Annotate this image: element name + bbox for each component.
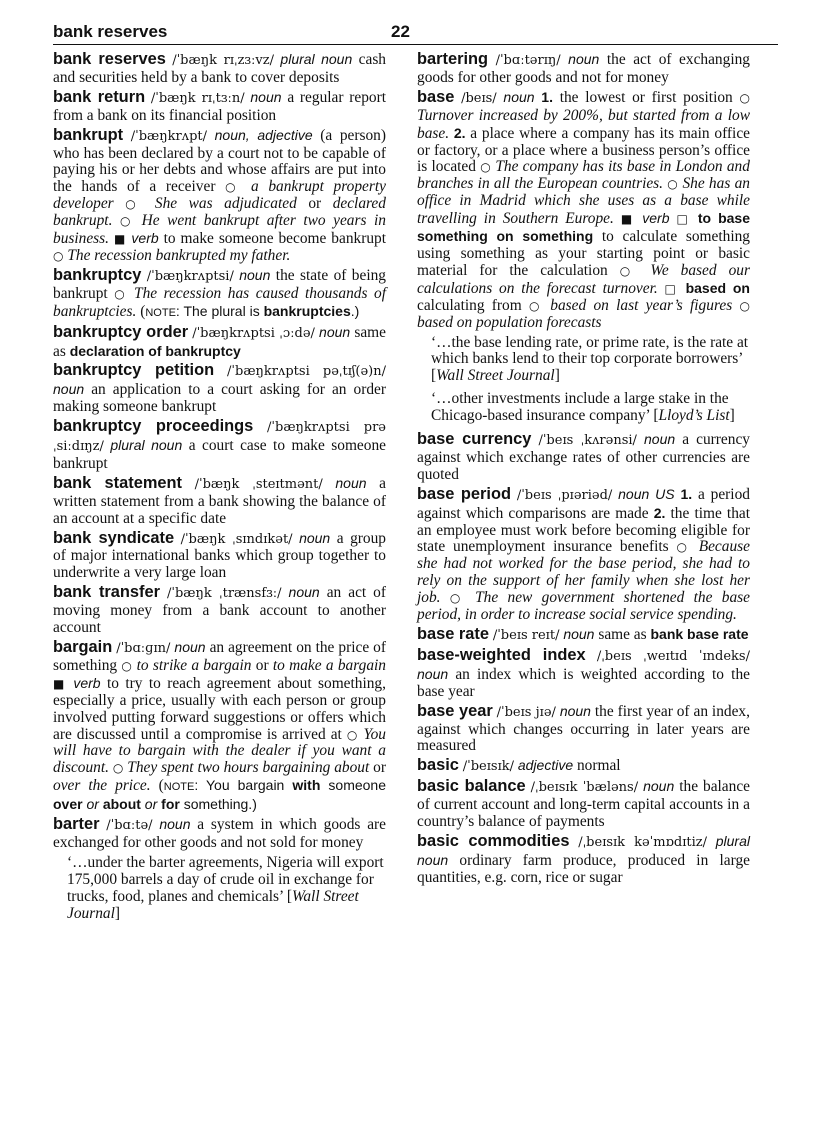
- definition: a regular report from a bank on its financial position: [53, 88, 387, 124]
- entry-base-weighted-index: [417, 647, 750, 701]
- running-head: bank reserves: [53, 22, 168, 41]
- circle-marker-icon: ○: [529, 298, 543, 313]
- headword: base-weighted index: [417, 645, 586, 664]
- entry-barter: [53, 816, 386, 852]
- cross-reference: declaration of bankruptcy: [69, 342, 241, 359]
- definition: to make someone become bankrupt: [163, 230, 387, 248]
- connector: or: [373, 759, 386, 777]
- definition: a written statement from a bank showing the balance of an account at a specific date: [53, 474, 386, 527]
- pronunciation: /ˈbæŋkrʌpt/: [130, 128, 207, 144]
- definition: to try to reach agreement about something, especially a price, usually with each person or group involved putting forward suggestions or offers which are discussed until a compromise is arrived at: [53, 674, 386, 743]
- headword: base period: [417, 484, 511, 503]
- headword: base rate: [417, 625, 489, 643]
- entry-bankruptcy-petition: [53, 362, 386, 416]
- part-of-speech: noun: [174, 639, 206, 655]
- entry-basic-commodities: [417, 833, 750, 887]
- headword: bank transfer: [53, 583, 160, 602]
- example: The recession has caused thousands of bankruptcies.: [53, 284, 386, 320]
- entry-base-rate: [417, 626, 750, 645]
- definition: a group of major international banks which group together to underwrite a very large loan: [53, 529, 386, 582]
- part-of-speech: noun: [568, 51, 600, 67]
- part-of-speech: noun: [239, 266, 271, 283]
- example: You will have to bargain with the dealer if you want a discount.: [53, 725, 386, 777]
- example: based on last year’s figures: [550, 296, 733, 314]
- part-of-speech: noun: [563, 626, 595, 642]
- part-of-speech: noun: [299, 529, 331, 546]
- example: They spent two hours bargaining about: [127, 759, 370, 777]
- circle-marker-icon: ○: [480, 160, 492, 175]
- definition: an index which is weighted according to the base year: [417, 665, 750, 700]
- entry-basic-balance: [417, 778, 750, 831]
- entry-base-currency: [417, 431, 750, 484]
- definition: the act of exchanging goods for other goods and not for money: [417, 51, 750, 86]
- phrase: based on: [685, 279, 750, 296]
- example: over the price.: [53, 777, 151, 795]
- definition: cash and securities held by a bank to cover deposits: [53, 51, 387, 86]
- headword: bankrupt: [53, 125, 124, 144]
- part-of-speech: verb: [131, 230, 159, 247]
- part-of-speech: noun, adjective: [214, 126, 313, 143]
- entry-bargain: [53, 639, 386, 814]
- pronunciation: /ˌbeɪs ˌweɪtɪd ˈɪndeks/: [596, 648, 750, 664]
- sense-number: 2.: [453, 124, 466, 141]
- example: The recession bankrupted my father.: [67, 246, 291, 264]
- circle-marker-icon: ○: [114, 286, 128, 301]
- entry-bankruptcy: [53, 267, 386, 322]
- sense-number: 1.: [541, 88, 553, 105]
- quote-source: Wall Street Journal: [436, 367, 555, 385]
- note: (NOTE: The plural is bankruptcies.): [140, 302, 360, 320]
- example: She has an office in Madrid which she uses as a base while travelling in Southern Europe.: [417, 175, 750, 228]
- part-of-speech: noun: [503, 88, 535, 105]
- square-marker-icon: ■: [53, 676, 67, 691]
- part-of-speech: adjective: [517, 757, 574, 774]
- circle-marker-icon: ○: [667, 177, 679, 192]
- pronunciation: /ˈbɑːtərɪŋ/: [495, 53, 561, 68]
- pronunciation: /ˈbæŋk ˌsteɪtmənt/: [194, 476, 323, 492]
- headword: bankruptcy order: [53, 322, 189, 341]
- headword: bank reserves: [53, 50, 166, 68]
- part-of-speech: noun: [53, 381, 85, 398]
- citation-quote: ‘…under the barter agreements, Nigeria will export 175,000 barrels a day of crude oil in exchange for trucks, food, planes and chemicals’ [Wall Street Journal]: [67, 853, 384, 922]
- circle-marker-icon: ○: [121, 658, 133, 673]
- pronunciation: /ˈbæŋkrʌptsi ˌɔːdə/: [192, 325, 315, 341]
- entry-bankruptcy-order: [53, 324, 386, 361]
- headword: bankruptcy petition: [53, 361, 215, 380]
- sense-number: 2.: [653, 504, 666, 521]
- part-of-speech: noun: [559, 702, 591, 719]
- quote-source: Wall Street Journal: [67, 887, 359, 922]
- pronunciation: /ˈbæŋkrʌptsi prəˌsiːdɪŋz/: [53, 420, 386, 455]
- page-number: 22: [391, 22, 410, 41]
- pronunciation: /ˈbeɪs jɪə/: [496, 704, 556, 720]
- part-of-speech: noun: [250, 88, 282, 105]
- headword: bartering: [417, 50, 489, 68]
- definition: calculating from: [417, 296, 522, 314]
- entry-basic: [417, 757, 750, 776]
- example: We based our calculations on the forecast turnover.: [417, 261, 750, 297]
- circle-marker-icon: ○: [119, 214, 135, 229]
- headword: barter: [53, 815, 100, 834]
- definition: ordinary farm produce, produced in large quantities, e.g. corn, rice or sugar: [417, 851, 751, 886]
- same-as: same as: [598, 626, 647, 643]
- definition: an act of moving money from a bank account to another account: [53, 584, 386, 637]
- part-of-speech: noun: [644, 431, 676, 448]
- definition: normal: [576, 757, 621, 775]
- definition: the first year of an index, against which changes occurring in later years are measured: [417, 702, 750, 755]
- left-column: [53, 51, 386, 929]
- pronunciation: /ˈbæŋk ˌtrænsfɜː/: [167, 586, 282, 602]
- definition: the lowest or first position: [559, 88, 733, 106]
- pronunciation: /ˈbæŋkrʌptsi/: [146, 268, 234, 284]
- square-marker-icon: ■: [113, 232, 127, 247]
- circle-marker-icon: ○: [619, 263, 639, 278]
- pronunciation: /ˈbæŋk rɪˌzɜːvz/: [172, 53, 275, 68]
- quote-text: ‘…other investments include a large stake in the Chicago-based insurance company’: [431, 390, 729, 425]
- definition: an application to a court asking for an order making someone bankrupt: [53, 381, 386, 416]
- circle-marker-icon: ○: [449, 591, 466, 606]
- entry-bank-return: [53, 89, 386, 125]
- headword: basic: [417, 756, 459, 775]
- pronunciation: /ˈbæŋkrʌptsi pəˌtɪʃ(ə)n/: [227, 364, 386, 380]
- circle-marker-icon: ○: [346, 727, 359, 742]
- entry-base: [417, 89, 750, 332]
- part-of-speech: verb: [73, 674, 101, 691]
- open-square-marker-icon: □: [676, 212, 691, 227]
- pronunciation: /ˈbeɪs reɪt/: [492, 628, 560, 643]
- entry-bank-transfer: [53, 584, 386, 637]
- entry-bartering: [417, 51, 750, 87]
- part-of-speech: noun: [335, 474, 367, 491]
- circle-marker-icon: ○: [112, 761, 124, 776]
- headword: base: [417, 87, 455, 106]
- pronunciation: /ˈbæŋk rɪˌtɜːn/: [150, 90, 245, 106]
- same-as: same as: [53, 323, 386, 360]
- entry-bankrupt: [53, 127, 386, 265]
- definition: the balance of current account and long-term capital accounts in a country’s balance of payments: [417, 778, 750, 831]
- entry-bankruptcy-proceedings: [53, 418, 386, 473]
- pronunciation: /ˈbeɪs ˌkʌrənsi/: [538, 433, 637, 449]
- example: He went bankrupt after two years in business.: [53, 212, 386, 248]
- example: She was adjudicated: [154, 195, 297, 213]
- circle-marker-icon: ○: [676, 540, 691, 555]
- headword: base year: [417, 701, 493, 720]
- citation-quote: ‘…the base lending rate, or prime rate, is the rate at which banks lend to their top corporate borrowers’ [Wall Street Journal]: [431, 333, 749, 385]
- quote-source: Lloyd’s List: [658, 407, 730, 425]
- entry-bank-statement: [53, 475, 386, 528]
- open-square-marker-icon: □: [664, 281, 679, 296]
- citation-quote: ‘…other investments include a large stake in the Chicago-based insurance company’ [Lloyd’s List]: [431, 390, 735, 425]
- square-marker-icon: ■: [620, 212, 636, 227]
- connector: or: [308, 195, 322, 213]
- pronunciation: /ˈbɑːɡɪn/: [116, 641, 171, 656]
- headword: basic commodities: [417, 831, 570, 850]
- connector: or: [255, 656, 269, 674]
- example: The company has its base in London and branches in all the European countries.: [417, 158, 750, 193]
- part-of-speech: plural noun: [280, 51, 353, 67]
- example: to strike a bargain: [136, 656, 252, 674]
- example: based on population forecasts: [417, 313, 602, 331]
- part-of-speech: plural noun: [110, 437, 183, 454]
- part-of-speech: verb: [642, 210, 670, 227]
- entry-bank-reserves: [53, 51, 386, 87]
- part-of-speech: plural noun: [417, 832, 750, 868]
- quote-text: ‘…the base lending rate, or prime rate, is the rate at which banks lend to their top corporate borrowers’: [431, 333, 749, 368]
- definition: the state of being bankrupt: [53, 266, 386, 302]
- entry-bank-syndicate: [53, 530, 386, 583]
- part-of-speech: noun: [288, 584, 320, 601]
- part-of-speech: noun: [643, 778, 675, 795]
- headword: bargain: [53, 638, 113, 656]
- part-of-speech: noun: [159, 816, 191, 833]
- part-of-speech: noun US: [618, 485, 675, 502]
- definition: a currency against which exchange rates of other currencies are quoted: [417, 431, 750, 483]
- example: to make a bargain: [272, 656, 386, 674]
- cross-reference: bank base rate: [650, 626, 749, 642]
- example: Turnover increased by 200%, but started from a low base.: [417, 106, 750, 142]
- definition: a system in which goods are exchanged for other goods and not sold for money: [53, 816, 386, 851]
- pronunciation: /beɪs/: [461, 90, 497, 106]
- example: Because she had not worked for the base period, she had to rely on the support of her family when she lost her job.: [417, 538, 750, 607]
- headword: bankruptcy proceedings: [53, 417, 254, 436]
- definition: a period against which comparisons are made: [417, 485, 750, 522]
- headword: bank return: [53, 87, 146, 106]
- pronunciation: /ˌbeɪsɪk ˈbæləns/: [530, 780, 639, 796]
- pronunciation: /ˈbeɪs ˌpɪəriəd/: [516, 487, 613, 503]
- definition: a court case to make someone bankrupt: [53, 437, 386, 472]
- headword: bank statement: [53, 473, 182, 492]
- entry-base-year: [417, 703, 750, 756]
- circle-marker-icon: ○: [125, 197, 144, 212]
- right-column: [417, 51, 750, 889]
- entry-base-period: [417, 486, 750, 624]
- example: a bankrupt property developer: [53, 178, 386, 213]
- part-of-speech: noun: [319, 323, 351, 340]
- circle-marker-icon: ○: [225, 180, 242, 195]
- pronunciation: /ˈbɑːtə/: [106, 818, 153, 834]
- definition: the time that an employee must work before becoming eligible for state unemployment insurance benefits: [417, 504, 750, 556]
- headword: bankruptcy: [53, 265, 142, 284]
- sense-number: 1.: [680, 485, 693, 502]
- circle-marker-icon: ○: [739, 298, 750, 313]
- circle-marker-icon: ○: [739, 90, 750, 105]
- page-header: [53, 22, 778, 45]
- phrase: to base something on something: [417, 210, 750, 245]
- definition: an agreement on the price of something: [53, 639, 386, 674]
- definition: (a person) who has been declared by a court not to be capable of paying his or her debts and whose affairs are put into the hands of a receiver: [53, 126, 386, 196]
- pronunciation: /ˌbeɪsɪk kəˈmɒdɪtiz/: [578, 834, 707, 850]
- headword: basic balance: [417, 777, 526, 796]
- definition: to calculate something using something as your starting point or basic material for the calculation: [417, 228, 750, 279]
- example: The new government shortened the base period, in order to increase social service spending.: [417, 589, 750, 624]
- quote-text: ‘…under the barter agreements, Nigeria will export 175,000 barrels a day of crude oil in exchange for trucks, food, planes and chemicals’: [67, 853, 384, 905]
- pronunciation: /ˈbæŋk ˌsɪndɪkət/: [180, 531, 293, 547]
- headword: bank syndicate: [53, 528, 175, 547]
- example: declared bankrupt.: [53, 195, 386, 230]
- definition: a place where a company has its main office or factory, or a place where a business person’s office is located: [417, 124, 750, 176]
- part-of-speech: noun: [417, 665, 449, 682]
- note: (NOTE: You bargain with someone over or about or for something.): [53, 777, 386, 813]
- headword: base currency: [417, 430, 532, 449]
- pronunciation: /ˈbeɪsɪk/: [462, 759, 514, 775]
- circle-marker-icon: ○: [53, 248, 64, 263]
